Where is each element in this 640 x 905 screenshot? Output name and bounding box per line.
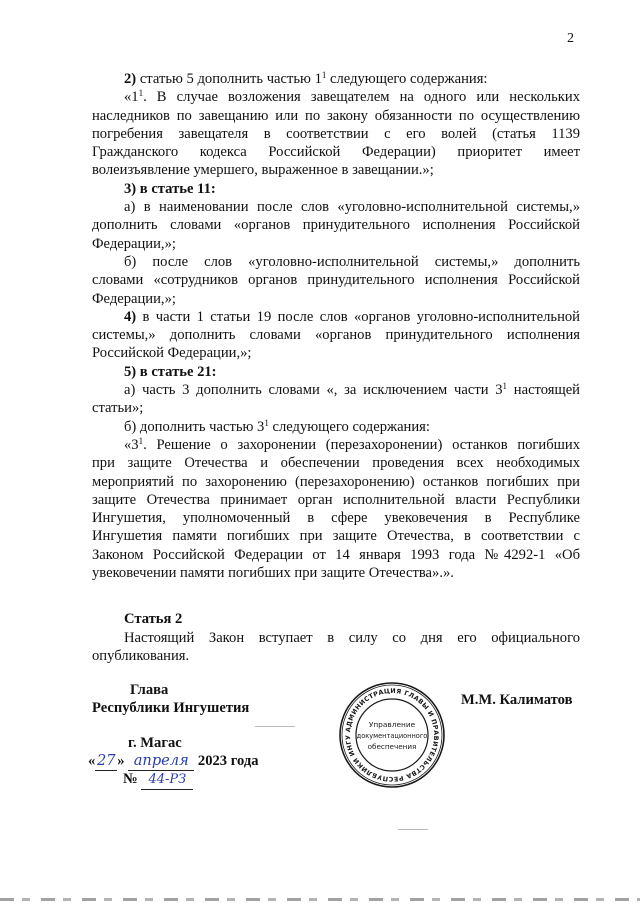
item-3a-line-3: Федерации,»;: [92, 235, 176, 252]
item-5-heading: 5) в статье 21:: [124, 363, 217, 380]
quote-2-open: «3: [124, 436, 139, 453]
item-3a-line-2: дополнить словами «органов принудительного исполнения Российской: [92, 217, 580, 234]
quote-1-open: «1: [124, 89, 139, 106]
quote-1-line-2: наследников по завещанию или по закону обязанности по осуществлению: [92, 107, 580, 124]
item-2-tail: следующего содержания:: [326, 71, 488, 87]
date-line: [88, 752, 259, 771]
article-2-line-1: Настоящий Закон вступает в силу со дня его официального: [124, 629, 580, 646]
spacer: [92, 582, 580, 610]
number-label: №: [123, 771, 138, 787]
quote-2-text: . Решение о захоронении (перезахоронении) останков погибших: [143, 436, 580, 453]
item-2-text: статью 5 дополнить частью 1: [136, 71, 322, 87]
article-2-line-2: опубликования.: [92, 647, 190, 664]
item-5a-line-2: статьи»;: [92, 400, 144, 417]
item-5b-text: б) дополнить частью 3: [124, 418, 265, 435]
item-5b: [92, 418, 580, 436]
quote-1-line-4: Гражданского кодекса Российской Федерации) приоритет имеет: [92, 144, 580, 161]
seal-ring-text: АДМИНИСТРАЦИЯ ГЛАВЫ И ПРАВИТЕЛЬСТВА РЕСПУБЛИКИ ИНГУ: [343, 686, 441, 784]
item-4-line-2: системы,» дополнить словами «органов принудительного исполнения: [92, 327, 580, 344]
signature-mark: [255, 726, 295, 727]
item-5a-text: а) часть 3 дополнить словами «, за исключением части 3: [124, 382, 503, 399]
signatory-name: М.М. Калиматов: [461, 692, 573, 708]
item-2-number: 2): [124, 71, 137, 87]
item-5a-tail: настоящей: [507, 382, 580, 399]
date-month: апреля: [128, 752, 194, 771]
quote-2-line-1: [92, 436, 580, 454]
city-label: г. Магас: [128, 735, 182, 751]
seal-center-line-3: обеспечения: [367, 742, 417, 751]
quote-1-text: . В случае возложения завещателем на одного или нескольких: [143, 89, 580, 106]
official-seal: [338, 681, 446, 789]
item-4-text: в части 1 статьи 19 после слов «органов уголовно-исполнительной: [136, 308, 580, 325]
item-3-heading: 3) в статье 11:: [124, 180, 216, 197]
seal-graphic: [338, 681, 446, 789]
item-3a-line-1: а) в наименовании после слов «уголовно-исполнительной системы,»: [124, 199, 580, 216]
date-open-quote: «: [88, 753, 96, 769]
signatory-title-1: Глава: [130, 682, 169, 698]
quote-2-line-6: Ингушетия памяти погибших при защите Отечества, в соответствии с: [92, 528, 580, 545]
item-3b-line-1: б) после слов «уголовно-исполнительной системы,» дополнить: [124, 253, 580, 270]
item-5a-sup: 1: [502, 381, 508, 392]
quote-2-line-5: Ингушетия, уполномоченный в сфере увековечения в Республике: [92, 510, 580, 527]
seal-center-line-1: Управление: [368, 720, 416, 729]
signatory-title-2: Республики Ингушетия: [92, 700, 250, 716]
quote-2-line-3: мероприятий по захоронению (перезахоронению) останков погибших при: [92, 473, 580, 490]
quote-1-line-5: волеизъявление умершего, выраженное в завещании.»;: [92, 162, 434, 179]
item-2-sup: 1: [321, 70, 327, 80]
quote-2-sup: 1: [138, 435, 144, 446]
item-4-line-3: Российской Федерации,»;: [92, 345, 252, 362]
item-4-line-1: [92, 308, 580, 326]
item-3b-line-3: Федерации,»;: [92, 290, 176, 307]
page-number: 2: [567, 31, 574, 46]
item-5a-line-1: [92, 381, 580, 399]
quote-2-line-2: при защите Отечества и обеспечении проведения всех необходимых: [92, 455, 580, 472]
number-value: 44-РЗ: [141, 771, 193, 790]
scan-artifact: [398, 829, 428, 830]
quote-1-line-1: [92, 88, 580, 106]
item-3b-line-2: словами «сотрудников органов принудительного исполнения Российской: [92, 272, 580, 289]
quote-2-line-4: защите Отечества принимает орган исполнительной власти Республики: [92, 491, 580, 508]
quote-1-sup: 1: [138, 88, 144, 99]
quote-2-line-7: Законом Российской Федерации от 14 января 1993 года №4292-1 «Об: [92, 546, 580, 563]
seal-center-line-2: документационного: [356, 732, 428, 740]
quote-1-line-3: погребения завещателя в соответствии с его волей (статья 1139: [92, 125, 580, 142]
quote-2-line-8: увековечении памяти погибших при защите Отечества».».: [92, 565, 454, 582]
date-year: 2023 года: [197, 753, 259, 769]
number-line: [123, 770, 193, 790]
item-5b-sup: 1: [264, 417, 269, 428]
document-body: [92, 70, 580, 665]
item-4-number: 4): [124, 308, 137, 325]
item-5b-tail: следующего содержания:: [268, 418, 430, 435]
date-day: 27: [97, 752, 116, 769]
scan-edge: [0, 898, 640, 901]
article-2-title: Статья 2: [124, 611, 183, 628]
item-2: [92, 70, 580, 88]
date-close-quote: »: [117, 753, 125, 769]
